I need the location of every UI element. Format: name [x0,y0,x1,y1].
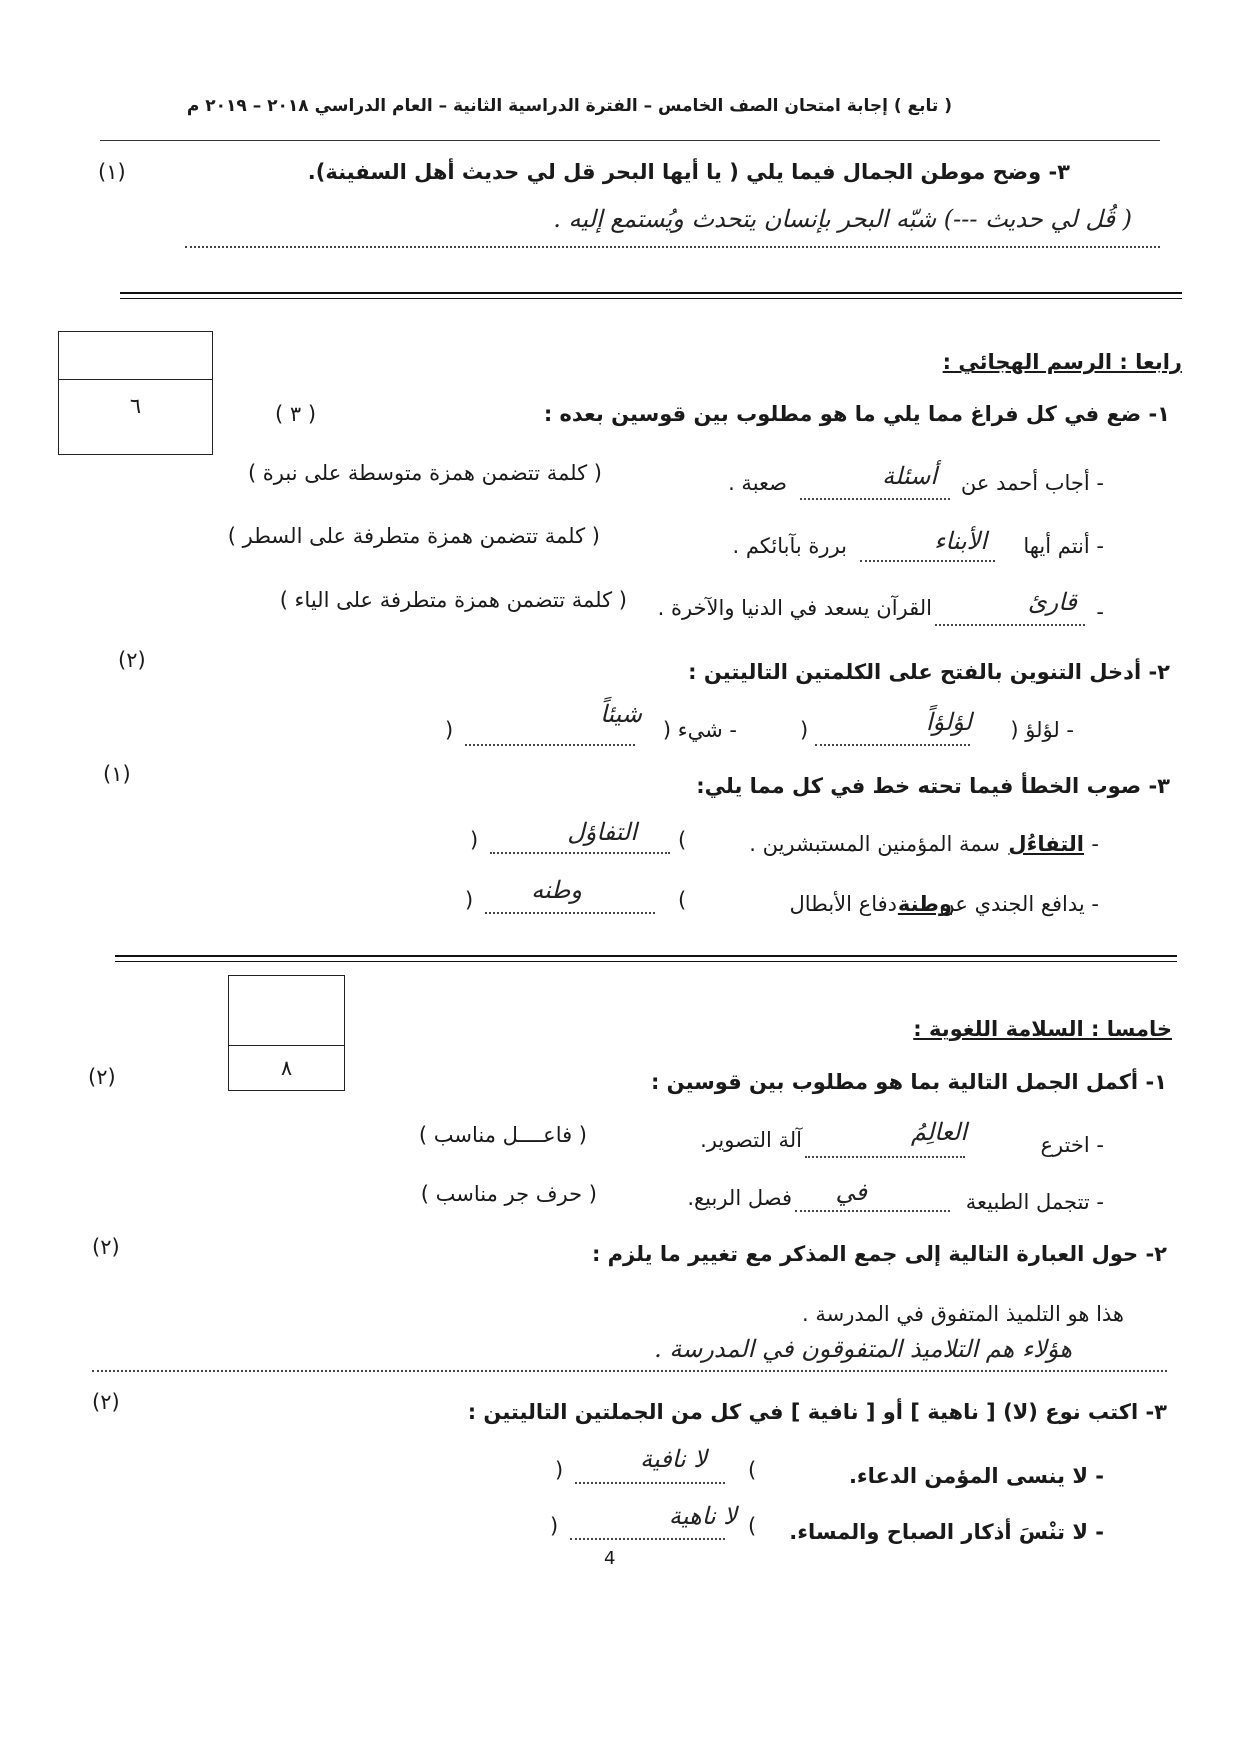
s4-q2-answer2: شيئاً [600,700,642,728]
s4-q3-line2-close: ) [465,888,474,912]
s4-q1-item3-prefix: - [1096,600,1104,624]
s4-q2-close1: ) [800,718,809,742]
s4-q3-line1-close: ) [470,828,479,852]
s4-q1-item1-answer: أسئلة [882,462,937,490]
s5-q3-item2-answer: لا ناهية [668,1502,737,1530]
s4-q1-item2-hint: ( كلمة تتضمن همزة متطرفة على السطر ) [227,524,600,548]
s4-q1-item1-blank [800,498,950,500]
s4-q3-line2-pre: - يدافع الجندي عن [939,892,1099,916]
s5-q2-question: ٢- حول العبارة التالية إلى جمع المذكر مع تغيير ما يلزم : [591,1242,1167,1266]
s5-q3-item1-sentence: - لا ينسى المؤمن الدعاء. [848,1464,1104,1488]
s5-q2-marks: (٢) [92,1235,120,1259]
s4-q2-word1: - لؤلؤ ( [1010,718,1074,742]
s4-q1-item2-answer: الأبناء [934,527,987,555]
header-rule [100,140,1160,141]
s4-q3-line2-error: وطنة [897,892,952,916]
page-header: ( تابع ) إجابة امتحان الصف الخامس – الفترة الدراسية الثانية – العام الدراسي ٢٠١٨ – ٢٠١٩ م [186,96,952,116]
s5-q3-marks: (٢) [92,1390,120,1414]
s4-q1-item1-hint: ( كلمة تتضمن همزة متوسطة على نبرة ) [247,461,602,485]
s5-q3-item2-blank [570,1538,725,1540]
s4-q1-marks: ( ٣ ) [275,402,317,426]
s4-q1-item1-suffix: صعبة . [728,471,787,495]
s5-q3-item2-open: ( [748,1514,757,1538]
s5-q2-sentence: هذا هو التلميذ المتفوق في المدرسة . [801,1302,1124,1326]
s4-q3-line2-blank [485,912,655,914]
section4-score-box [58,331,213,455]
s4-q2-close2: ) [445,718,454,742]
s4-q2-word2: - شيء ( [662,718,737,742]
s4-q3-line2-rest: دفاع الأبطال [789,892,897,916]
s5-q1-item2-blank [795,1210,950,1212]
s4-q1-question: ١- ضع في كل فراغ مما يلي ما هو مطلوب بين قوسين بعده : [543,402,1170,426]
s5-q3-item1-open: ( [748,1458,757,1482]
s4-q3-question: ٣- صوب الخطأ فيما تحته خط في كل مما يلي: [696,774,1170,798]
s5-q1-item2-answer: في [835,1178,867,1206]
section4-score: ٦ [129,394,142,418]
s4-q2-blank2 [465,744,635,746]
s5-q1-item2-prefix: - تتجمل الطبيعة [965,1190,1104,1214]
s4-q3-line1-bullet: - [1091,832,1099,856]
s5-q3-item1-answer: لا نافية [640,1445,707,1473]
s4-q1-item1-prefix: - أجاب أحمد عن [960,471,1104,495]
s4-q3-line1-open: ( [678,828,687,852]
s5-q1-item1-prefix: - اخترع [1040,1133,1104,1157]
s4-q2-blank1 [815,744,970,746]
s5-q1-item1-blank [805,1156,965,1158]
section5-heading: خامسا : السلامة اللغوية : [913,1017,1172,1041]
s4-q3-line2-answer: وطنه [531,876,582,904]
s5-q1-item1-answer: العالِمُ [910,1118,967,1146]
section-divider-2 [115,955,1177,962]
page-number: 4 [604,1548,616,1569]
s4-q3-line1-rest: سمة المؤمنين المستبشرين . [749,832,1000,856]
section4-heading: رابعا : الرسم الهجائي : [942,350,1182,374]
section5-score-box [228,975,345,1091]
s4-q3-line1-error: التفاءُل [1008,832,1084,856]
q3-style-marks: (١) [98,160,126,184]
s4-q1-item3-blank [935,624,1085,626]
s4-q1-item2-blank [860,560,995,562]
s4-q3-line2-open: ( [678,888,687,912]
s4-q3-marks: (١) [103,762,131,786]
s5-q2-answer: هؤلاء هم التلاميذ المتفوقون في المدرسة . [654,1335,1072,1363]
s5-q3-item1-blank [575,1482,725,1484]
s5-q1-item1-suffix: آلة التصوير. [700,1128,802,1152]
q3-style-answer-line [185,246,1160,248]
s4-q3-line1-answer: التفاؤل [567,818,637,846]
s5-q3-item2-sentence: - لا تنْسَ أذكار الصباح والمساء. [789,1520,1104,1544]
s5-q3-item1-close: ) [555,1458,564,1482]
s4-q1-item3-hint: ( كلمة تتضمن همزة متطرفة على الياء ) [279,588,627,612]
s4-q3-line1-blank [490,852,670,854]
s4-q2-marks: (٢) [118,648,146,672]
s4-q1-item3-answer: قارئ [1027,588,1077,616]
s4-q2-answer1: لؤلؤاً [925,708,972,736]
s5-q1-item2-suffix: فصل الربيع. [687,1186,792,1210]
s4-q1-item3-suffix: القرآن يسعد في الدنيا والآخرة . [657,596,932,620]
q3-style-answer: ( قُل لي حديث ---) شبّه البحر بإنسان يتحدث ويُستمع إليه . [553,205,1132,233]
section5-score: ٨ [280,1056,293,1080]
s5-q1-item2-hint: ( حرف جر مناسب ) [420,1182,597,1206]
q3-style-question: ٣- وضح موطن الجمال فيما يلي ( يا أيها البحر قل لي حديث أهل السفينة). [307,160,1070,184]
s4-q2-question: ٢- أدخل التنوين بالفتح على الكلمتين التاليتين : [688,660,1170,684]
section-divider [120,292,1182,299]
s5-q1-marks: (٢) [88,1065,116,1089]
s4-q1-item2-prefix: - أنتم أيها [1023,534,1104,558]
s5-q3-item2-close: ) [550,1514,559,1538]
s5-q2-answer-line [92,1370,1167,1372]
s5-q1-question: ١- أكمل الجمل التالية بما هو مطلوب بين قوسين : [650,1070,1167,1094]
s5-q1-item1-hint: ( فاعــــل مناسب ) [418,1123,587,1147]
s5-q3-question: ٣- اكتب نوع (لا) [ ناهية ] أو [ نافية ] في كل من الجملتين التاليتين : [467,1400,1167,1424]
s4-q1-item2-suffix: بررة بآبائكم . [732,534,847,558]
